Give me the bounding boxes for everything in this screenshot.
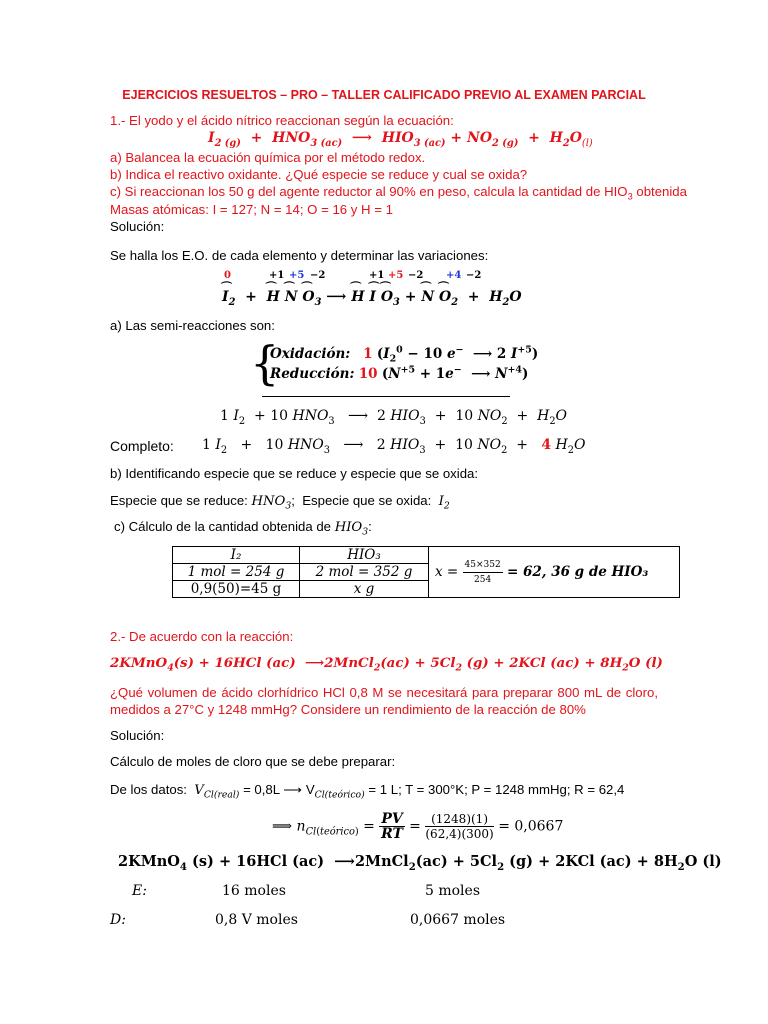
ex1-intro: 1.- El yodo y el ácido nítrico reaccionan según la ecuación: (110, 113, 454, 128)
ex2-data-line: De los datos: $V_{Cl(real)} = 0,8L$ ⟶ $V_{Cl(teórico)} = 1$ L; T = 300°K; P = 1248 mmHg; R = 62,4 (110, 782, 625, 801)
table-cell: HIO₃ (300, 547, 429, 564)
ex1-calc-label: c) Cálculo de la cantidad obtenida de $HIO_3$: (114, 519, 372, 538)
ex1-question-b: b) Indica el reactivo oxidante. ¿Qué especie se reduce y cual se oxida? (110, 167, 528, 182)
E-left-value: 16 moles (222, 883, 286, 899)
E-right-value: 5 moles (425, 883, 481, 899)
result-value: = 62, 36 g de HIO₃ (507, 563, 649, 580)
data-label: De los datos: (110, 782, 187, 797)
calc-label-text: c) Cálculo de la cantidad obtenida de (114, 519, 332, 534)
result-numerator: 45×352 (463, 558, 503, 573)
reduction-coefficient: 10 (358, 366, 378, 382)
oxidation-coefficient: 1 (363, 346, 373, 362)
ex2-intro: 2.- De acuerdo con la reacción: (110, 629, 294, 644)
ex1-species: Especie que se reduce: $HNO_3$; Especie que se oxida: $I_2$ (110, 493, 450, 512)
oxidation-state-equation: ⌒ $I_2$ + ⌒ H ⌒ N ⌒ $O_3$ ⟶ ⌒ H ⌒ I ⌒ $O_3$ + ⌒ N ⌒ $O_2 + H_2O$ (222, 289, 522, 305)
oxidation-half-reaction: Oxidación: 1 ($I_2^0 - 10$ e− ⟶ 2 $I^{+5}$) (270, 344, 539, 365)
ex1-solution-label: Solución: (110, 219, 165, 234)
E-label: E: (132, 883, 147, 899)
water-coefficient: 4 (541, 437, 552, 453)
oxidation-label: Oxidación: (270, 346, 351, 362)
ex1-question-c-tail: obtenida (632, 184, 687, 199)
ex2-equation-red: 2KMnO$_4$(s) + 16HCl (ac) ⟶2MnCl$_2$(ac) + $5Cl_2$ (g) + 2KCl $(ac) + 8H_2O$ (l) (110, 655, 663, 674)
table-cell: x g (300, 581, 429, 598)
complete-label: Completo: (110, 438, 174, 454)
ionic-sum-equation: 1 $I_2 + 10$ $HNO_3$ ⟶ 2 $HIO_3 + 10$ $NO_2 + H_2O$ (220, 408, 568, 427)
pv-rt-fraction: $\frac{PV}{RT}$ (381, 811, 403, 842)
table-result-cell: x = $\frac{45\times 352}{254}$ = 62, 36 g de HIO₃ (429, 547, 680, 598)
ex1-step-oxidation-states: Se halla los E.O. de cada elemento y determinar las variaciones: (110, 248, 489, 263)
D-label: D: (110, 912, 126, 928)
page-title: EJERCICIOS RESUELTOS – PRO – TALLER CALIFICADO PREVIO AL EXAMEN PARCIAL (122, 88, 646, 102)
ex1-atomic-masses: Masas atómicas: I = 127; N = 14; O = 16 y H = 1 (110, 202, 393, 217)
reduction-label: Reducción: (270, 366, 355, 382)
table-cell: 0,9(50)=45 g (173, 581, 300, 598)
numeric-fraction: $\frac{(1248)(1)}{(62,4)(300)}$ (425, 812, 494, 841)
ex1-question-c-text: c) Si reaccionan los 50 g del agente reductor al 90% en peso, calcula la cantidad de HIO (110, 184, 628, 199)
moles-equation: ⟹ $n_{Cl(teórico)}$ = $\frac{PV}{RT}$ = $\frac{(1248)(1)}{(62,4)(300)}$ = 0,0667 (272, 811, 564, 842)
ex2-solution-label: Solución: (110, 728, 165, 743)
D-left-value: 0,8 V moles (215, 912, 298, 928)
ex1-question-a: a) Balancea la ecuación química por el método redox. (110, 150, 426, 165)
reduction-half-reaction: Reducción: 10 ($N^{+5} + 1e^-$ ⟶ $N^{+4}$) (270, 364, 529, 382)
moles-result: = 0,0667 (498, 818, 564, 835)
complete-equation: 1 $I_2 + 10$ $HNO_3$ ⟶ 2 $HIO_3 + 10$ $NO_2 + 4$ $H_2O$ (202, 437, 586, 456)
ex2-step-label: Cálculo de moles de cloro que se debe preparar: (110, 754, 396, 769)
table-cell: 1 mol = 254 g (173, 564, 300, 581)
document-page: EJERCICIOS RESUELTOS – PRO – TALLER CALIFICADO PREVIO AL EXAMEN PARCIAL 1.- El yodo y el ácido nítrico reaccionan según la ecuación: $I_{2 (g)} + HNO_{3 (ac)}$ ⟶ $HIO_{3 (ac)} + NO_{2 (g)} + H_2O_{(l)}$ a) Balancea la ecuación química por el método redox. b) Indica el reactivo oxidante. ¿Qué especie se reduce y cual se oxida? c) Si reaccionan los 50 g del agente reductor al 90% en peso, calcula la cantidad de $HIO_3$ obtenida Masas atómicas: I = 127; N = 14; O = 16 y H = 1 Solución: Se halla los E.O. de cada elemento y determinar las variaciones: 0 +1 +5 −2 +1 +5 −2 +4 −2 ⌒ $I_2$ + ⌒ H ⌒ N ⌒ $O_3$ ⟶ ⌒ H ⌒ I ⌒ $O_3$ + ⌒ N ⌒ $O_2 + H_2O$ a) Las semi-reacciones son: { Oxidación: 1 ($I_2^0 - 10$ e− ⟶ 2 $I^{+5}$) Reducción: 10 ($N^{+5} + 1e^-$ ⟶ $N^{+4}$) 1 $I_2 + 10$ $HNO_3$ ⟶ 2 $HIO_3 + 10$ $NO_2 + H_2O$ Completo: 1 $I_2 + 10$ $HNO_3$ ⟶ 2 $HIO_3 + 10$ $NO_2 + 4$ $H_2O$ b) Identificando especie que se reduce y especie que se oxida: Especie que se reduce: $HNO_3$; Especie que se oxida: $I_2$ c) Cálculo de la cantidad obtenida de $HIO_3$: I₂ HIO₃ x = $\frac{45\times 352}{254}$ = 62, 36 g de HIO₃ 1 mol = 254 g 2 mol = 352 g 0,9(50)=45 g x g 2.- De acuerdo con la reacción: 2KMnO$_4$(s) + 16HCl (ac) ⟶2MnCl$_2$(ac) + $5Cl_2$ (g) + 2KCl $(ac) + 8H_2O$ (l) ¿Qué volumen de ácido clorhídrico HCl 0,8 M se necesitará para preparar 800 mL de cloro, medidos a 27°C y 1248 mmHg? Considere un rendimiento de la reacción de 80% Solución: Cálculo de moles de cloro que se debe preparar: De los datos: $V_{Cl(real)} = 0,8L$ ⟶ $V_{Cl(teórico)} = 1$ L; T = 300°K; P = 1248 mmHg; R = 62,4 ⟹ $n_{Cl(teórico)}$ = $\frac{PV}{RT}$ = $\frac{(1248)(1)}{(62,4)(300)}$ = 0,0667 2KMnO$_4$ (s) + 16HCl (ac) ⟶2MnCl$_2$(ac) + $5Cl_2$ (g) + 2KCl $(ac) + 8H_2O$ (l) E: 16 moles 5 moles D: 0,8 V moles 0,0667 moles (0, 0, 768, 1024)
table-cell: I₂ (173, 547, 300, 564)
sum-divider (262, 396, 510, 397)
data-rest: = 1 L; T = 300°K; P = 1248 mmHg; R = 62,4 (368, 782, 625, 797)
ex1-semi-reactions-label: a) Las semi-reacciones son: (110, 318, 275, 333)
result-denominator: 254 (474, 574, 492, 585)
ex1-question-c: c) Si reaccionan los 50 g del agente reductor al 90% en peso, calcula la cantidad de $HIO_3$ obtenida (110, 184, 687, 202)
stoichiometry-table (172, 546, 680, 598)
reduced-species-label: Especie que se reduce: (110, 493, 248, 508)
D-right-value: 0,0667 moles (410, 912, 506, 928)
ex1-equation: $I_{2 (g)} + HNO_{3 (ac)}$ ⟶ $HIO_{3 (ac)} + NO_{2 (g)} + H_2O_{(l)}$ (208, 130, 593, 149)
data-values: = 0,8L ⟶ V (243, 782, 315, 797)
ex1-identify-label: b) Identificando especie que se reduce y especie que se oxida: (110, 466, 479, 481)
brace-icon: { (250, 336, 280, 390)
result-fraction (463, 558, 503, 587)
table-cell: 2 mol = 352 g (300, 564, 429, 581)
ex2-equation-black: 2KMnO$_4$ (s) + 16HCl (ac) ⟶2MnCl$_2$(ac) + $5Cl_2$ (g) + 2KCl $(ac) + 8H_2O$ (l) (118, 853, 722, 873)
ex2-question: ¿Qué volumen de ácido clorhídrico HCl 0,8 M se necesitará para preparar 800 mL de cloro, medidos a 27°C y 1248 mmHg? Considere un rendimiento de la reacción de 80% (110, 685, 658, 717)
oxidized-species-label: Especie que se oxida: (302, 493, 432, 508)
